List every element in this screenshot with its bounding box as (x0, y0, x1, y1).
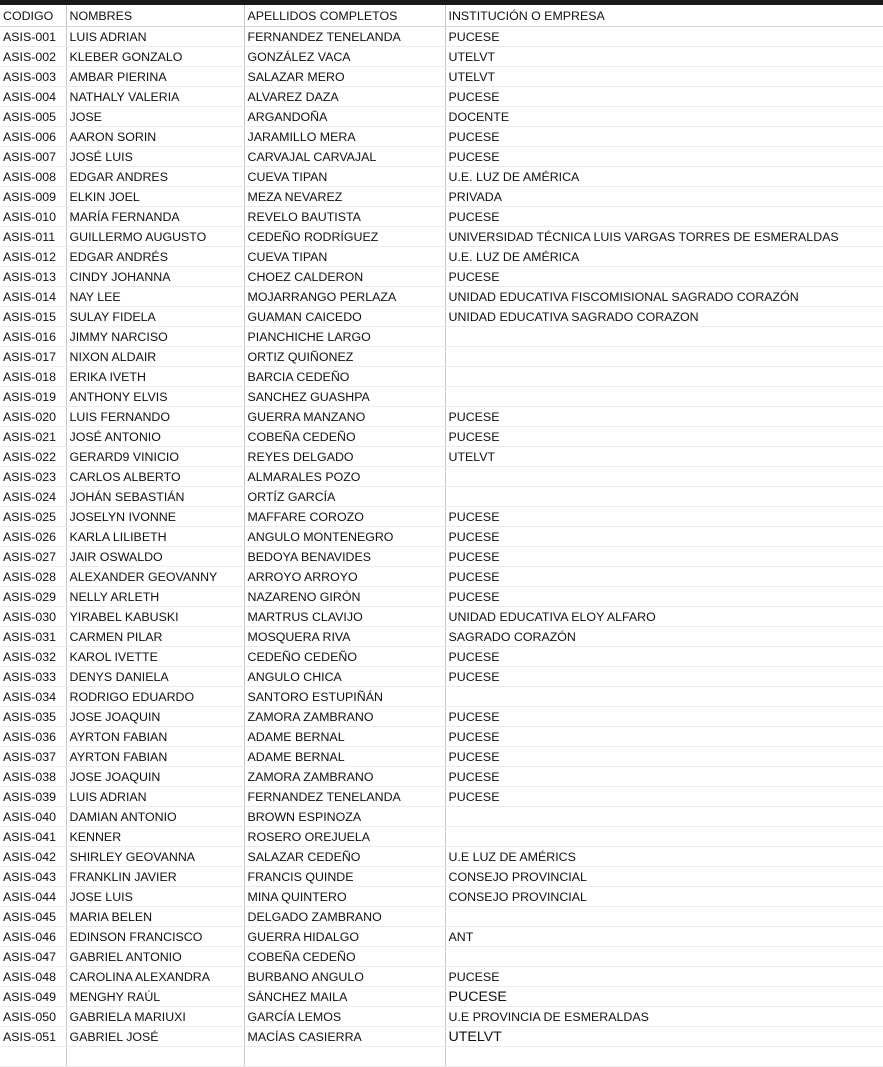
cell-institucion[interactable]: UTELVT (445, 67, 883, 87)
table-row (0, 467, 883, 487)
table-row (0, 567, 883, 587)
cell-institucion[interactable]: PUCESE (445, 647, 883, 667)
cell-codigo[interactable]: ASIS-007 (0, 147, 66, 167)
table-row (0, 67, 883, 87)
cell-apellidos[interactable]: BROWN ESPINOZA (244, 807, 445, 827)
cell-apellidos[interactable]: ANGULO MONTENEGRO (244, 527, 445, 547)
cell-institucion[interactable] (445, 367, 883, 387)
cell-institucion[interactable] (445, 827, 883, 847)
cell-codigo[interactable]: ASIS-032 (0, 647, 66, 667)
cell-apellidos[interactable]: ORTIZ QUIÑONEZ (244, 347, 445, 367)
cell-apellidos[interactable]: SANCHEZ GUASHPA (244, 387, 445, 407)
table-row (0, 427, 883, 447)
cell-nombres[interactable]: MARÍA FERNANDA (66, 207, 244, 227)
cell-codigo[interactable]: ASIS-030 (0, 607, 66, 627)
cell-nombres[interactable]: JOHÁN SEBASTIÁN (66, 487, 244, 507)
table-row (0, 847, 883, 867)
cell-apellidos[interactable]: SALAZAR CEDEÑO (244, 847, 445, 867)
cell-institucion[interactable]: DOCENTE (445, 107, 883, 127)
table-row (0, 547, 883, 567)
cell-nombres[interactable]: LUIS ADRIAN (66, 787, 244, 807)
table-row (0, 887, 883, 907)
cell-institucion[interactable]: UNIDAD EDUCATIVA SAGRADO CORAZON (445, 307, 883, 327)
cell-institucion[interactable]: PUCESE (445, 727, 883, 747)
cell-apellidos[interactable]: FERNANDEZ TENELANDA (244, 27, 445, 47)
cell-institucion[interactable] (445, 327, 883, 347)
cell-nombres[interactable]: CAROLINA ALEXANDRA (66, 967, 244, 987)
cell-nombres[interactable]: JOSÉ LUIS (66, 147, 244, 167)
cell-apellidos[interactable]: GUAMAN CAICEDO (244, 307, 445, 327)
cell-apellidos[interactable]: GARCÍA LEMOS (244, 1007, 445, 1027)
cell-codigo[interactable]: ASIS-019 (0, 387, 66, 407)
cell-institucion[interactable]: PUCESE (445, 267, 883, 287)
cell-institucion[interactable]: U.E. LUZ DE AMÉRICA (445, 167, 883, 187)
empty-cell[interactable] (66, 1047, 244, 1067)
cell-codigo[interactable]: ASIS-018 (0, 367, 66, 387)
cell-institucion[interactable] (445, 807, 883, 827)
cell-nombres[interactable]: EDINSON FRANCISCO (66, 927, 244, 947)
cell-institucion[interactable]: U.E. LUZ DE AMÉRICA (445, 247, 883, 267)
cell-institucion[interactable]: ANT (445, 927, 883, 947)
cell-nombres[interactable]: NATHALY VALERIA (66, 87, 244, 107)
table-row (0, 907, 883, 927)
table-row (0, 327, 883, 347)
table-row (0, 187, 883, 207)
cell-nombres[interactable]: KARLA LILIBETH (66, 527, 244, 547)
cell-institucion[interactable]: PUCESE (445, 507, 883, 527)
cell-apellidos[interactable]: MOJARRANGO PERLAZA (244, 287, 445, 307)
cell-institucion[interactable]: PUCESE (445, 967, 883, 987)
cell-apellidos[interactable]: ALVAREZ DAZA (244, 87, 445, 107)
cell-institucion[interactable]: PUCESE (445, 127, 883, 147)
table-row (0, 447, 883, 467)
cell-nombres[interactable]: CINDY JOHANNA (66, 267, 244, 287)
table-row (0, 487, 883, 507)
cell-codigo[interactable]: ASIS-028 (0, 567, 66, 587)
cell-codigo[interactable]: ASIS-011 (0, 227, 66, 247)
table-row (0, 987, 883, 1007)
cell-apellidos[interactable]: CUEVA TIPAN (244, 247, 445, 267)
cell-codigo[interactable]: ASIS-029 (0, 587, 66, 607)
table-row (0, 347, 883, 367)
table-row (0, 227, 883, 247)
cell-codigo[interactable]: ASIS-003 (0, 67, 66, 87)
cell-institucion[interactable]: PUCESE (445, 427, 883, 447)
cell-institucion[interactable]: UNIVERSIDAD TÉCNICA LUIS VARGAS TORRES DE ESMERALDAS (445, 227, 883, 247)
cell-nombres[interactable]: NAY LEE (66, 287, 244, 307)
cell-apellidos[interactable]: ADAME BERNAL (244, 747, 445, 767)
cell-apellidos[interactable]: JARAMILLO MERA (244, 127, 445, 147)
cell-apellidos[interactable]: CEDEÑO CEDEÑO (244, 647, 445, 667)
table-row (0, 727, 883, 747)
cell-apellidos[interactable]: REYES DELGADO (244, 447, 445, 467)
cell-institucion[interactable]: UTELVT (445, 47, 883, 67)
table-row (0, 867, 883, 887)
cell-apellidos[interactable]: ADAME BERNAL (244, 727, 445, 747)
cell-nombres[interactable]: AYRTON FABIAN (66, 747, 244, 767)
table-row (0, 667, 883, 687)
cell-apellidos[interactable]: MEZA NEVAREZ (244, 187, 445, 207)
header-nombres[interactable]: NOMBRES (66, 5, 244, 27)
cell-apellidos[interactable]: GUERRA HIDALGO (244, 927, 445, 947)
table-row (0, 407, 883, 427)
cell-nombres[interactable]: LUIS FERNANDO (66, 407, 244, 427)
cell-apellidos[interactable]: ALMARALES POZO (244, 467, 445, 487)
cell-nombres[interactable]: DENYS DANIELA (66, 667, 244, 687)
cell-nombres[interactable]: GABRIEL ANTONIO (66, 947, 244, 967)
table-row (0, 807, 883, 827)
cell-codigo[interactable]: ASIS-044 (0, 887, 66, 907)
table-row (0, 787, 883, 807)
cell-institucion[interactable] (445, 467, 883, 487)
cell-codigo[interactable]: ASIS-001 (0, 27, 66, 47)
cell-codigo[interactable]: ASIS-046 (0, 927, 66, 947)
cell-codigo[interactable]: ASIS-024 (0, 487, 66, 507)
cell-codigo[interactable]: ASIS-036 (0, 727, 66, 747)
cell-codigo[interactable]: ASIS-020 (0, 407, 66, 427)
cell-codigo[interactable]: ASIS-050 (0, 1007, 66, 1027)
table-row (0, 1007, 883, 1027)
cell-institucion[interactable]: CONSEJO PROVINCIAL (445, 887, 883, 907)
cell-nombres[interactable]: YIRABEL KABUSKI (66, 607, 244, 627)
cell-institucion[interactable]: PUCESE (445, 207, 883, 227)
cell-nombres[interactable]: ALEXANDER GEOVANNY (66, 567, 244, 587)
table-row (0, 367, 883, 387)
cell-nombres[interactable]: JOSE JOAQUIN (66, 707, 244, 727)
cell-institucion[interactable]: SAGRADO CORAZÓN (445, 627, 883, 647)
cell-institucion[interactable] (445, 947, 883, 967)
empty-row (0, 1047, 883, 1067)
cell-apellidos[interactable]: REVELO BAUTISTA (244, 207, 445, 227)
cell-nombres[interactable]: JOSE (66, 107, 244, 127)
cell-apellidos[interactable]: CHOEZ CALDERON (244, 267, 445, 287)
cell-codigo[interactable]: ASIS-038 (0, 767, 66, 787)
cell-apellidos[interactable]: PIANCHICHE LARGO (244, 327, 445, 347)
cell-institucion[interactable]: U.E LUZ DE AMÉRICS (445, 847, 883, 867)
cell-apellidos[interactable]: BEDOYA BENAVIDES (244, 547, 445, 567)
cell-apellidos[interactable]: FRANCIS QUINDE (244, 867, 445, 887)
table-row (0, 387, 883, 407)
table-row (0, 647, 883, 667)
cell-codigo[interactable]: ASIS-031 (0, 627, 66, 647)
cell-apellidos[interactable]: ANGULO CHICA (244, 667, 445, 687)
cell-institucion[interactable]: UNIDAD EDUCATIVA ELOY ALFARO (445, 607, 883, 627)
table-row (0, 747, 883, 767)
cell-institucion[interactable]: PUCESE (445, 667, 883, 687)
cell-institucion[interactable] (445, 347, 883, 367)
cell-apellidos[interactable]: SALAZAR MERO (244, 67, 445, 87)
cell-apellidos[interactable]: DELGADO ZAMBRANO (244, 907, 445, 927)
cell-apellidos[interactable]: BARCIA CEDEÑO (244, 367, 445, 387)
table-row (0, 47, 883, 67)
table-row (0, 167, 883, 187)
cell-codigo[interactable]: ASIS-009 (0, 187, 66, 207)
cell-apellidos[interactable]: ZAMORA ZAMBRANO (244, 707, 445, 727)
cell-institucion[interactable]: PUCESE (445, 87, 883, 107)
table-row (0, 27, 883, 47)
cell-apellidos[interactable]: COBEÑA CEDEÑO (244, 427, 445, 447)
cell-nombres[interactable]: MARIA BELEN (66, 907, 244, 927)
cell-nombres[interactable]: GERARD9 VINICIO (66, 447, 244, 467)
cell-apellidos[interactable]: MARTRUS CLAVIJO (244, 607, 445, 627)
cell-codigo[interactable]: ASIS-002 (0, 47, 66, 67)
cell-codigo[interactable]: ASIS-048 (0, 967, 66, 987)
cell-nombres[interactable]: RODRIGO EDUARDO (66, 687, 244, 707)
cell-codigo[interactable]: ASIS-005 (0, 107, 66, 127)
table-row (0, 527, 883, 547)
table-row (0, 147, 883, 167)
attendee-table (0, 5, 883, 1067)
table-row (0, 307, 883, 327)
cell-codigo[interactable]: ASIS-047 (0, 947, 66, 967)
cell-nombres[interactable]: CARMEN PILAR (66, 627, 244, 647)
table-row (0, 607, 883, 627)
header-institucion[interactable]: INSTITUCIÓN O EMPRESA (445, 5, 883, 27)
header-apellidos[interactable]: APELLIDOS COMPLETOS (244, 5, 445, 27)
cell-codigo[interactable]: ASIS-021 (0, 427, 66, 447)
cell-codigo[interactable]: ASIS-041 (0, 827, 66, 847)
cell-codigo[interactable]: ASIS-016 (0, 327, 66, 347)
cell-codigo[interactable]: ASIS-012 (0, 247, 66, 267)
cell-institucion[interactable]: PUCESE (445, 767, 883, 787)
cell-nombres[interactable]: KAROL IVETTE (66, 647, 244, 667)
cell-nombres[interactable]: MENGHY RAÚL (66, 987, 244, 1007)
cell-institucion[interactable]: PUCESE (445, 587, 883, 607)
cell-apellidos[interactable]: ARROYO ARROYO (244, 567, 445, 587)
cell-apellidos[interactable]: MOSQUERA RIVA (244, 627, 445, 647)
cell-apellidos[interactable]: ARGANDOÑA (244, 107, 445, 127)
cell-nombres[interactable]: NELLY ARLETH (66, 587, 244, 607)
cell-apellidos[interactable]: GONZÁLEZ VACA (244, 47, 445, 67)
cell-institucion[interactable]: PUCESE (445, 707, 883, 727)
cell-nombres[interactable]: JAIR OSWALDO (66, 547, 244, 567)
cell-nombres[interactable]: ERIKA IVETH (66, 367, 244, 387)
cell-nombres[interactable]: AMBAR PIERINA (66, 67, 244, 87)
cell-institucion[interactable]: PUCESE (445, 147, 883, 167)
cell-institucion[interactable]: PUCESE (445, 527, 883, 547)
cell-nombres[interactable]: JOSE LUIS (66, 887, 244, 907)
empty-cell[interactable] (0, 1047, 66, 1067)
table-row (0, 507, 883, 527)
cell-codigo[interactable]: ASIS-026 (0, 527, 66, 547)
cell-nombres[interactable]: FRANKLIN JAVIER (66, 867, 244, 887)
cell-institucion[interactable]: PUCESE (445, 747, 883, 767)
empty-cell[interactable] (445, 1047, 883, 1067)
cell-apellidos[interactable]: BURBANO ANGULO (244, 967, 445, 987)
cell-apellidos[interactable]: ZAMORA ZAMBRANO (244, 767, 445, 787)
cell-institucion[interactable]: PUCESE (445, 407, 883, 427)
cell-nombres[interactable]: EDGAR ANDRÉS (66, 247, 244, 267)
cell-nombres[interactable]: AYRTON FABIAN (66, 727, 244, 747)
cell-codigo[interactable]: ASIS-027 (0, 547, 66, 567)
cell-codigo[interactable]: ASIS-015 (0, 307, 66, 327)
table-row (0, 287, 883, 307)
table-row (0, 207, 883, 227)
table-row (0, 687, 883, 707)
cell-nombres[interactable]: JIMMY NARCISO (66, 327, 244, 347)
table-row (0, 767, 883, 787)
cell-institucion[interactable]: PRIVADA (445, 187, 883, 207)
cell-codigo[interactable]: ASIS-051 (0, 1027, 66, 1047)
cell-codigo[interactable]: ASIS-033 (0, 667, 66, 687)
cell-nombres[interactable]: SHIRLEY GEOVANNA (66, 847, 244, 867)
cell-codigo[interactable]: ASIS-010 (0, 207, 66, 227)
cell-nombres[interactable]: AARON SORIN (66, 127, 244, 147)
cell-nombres[interactable]: DAMIAN ANTONIO (66, 807, 244, 827)
cell-apellidos[interactable]: CARVAJAL CARVAJAL (244, 147, 445, 167)
cell-codigo[interactable]: ASIS-039 (0, 787, 66, 807)
table-row (0, 927, 883, 947)
table-row (0, 247, 883, 267)
cell-nombres[interactable]: EDGAR ANDRES (66, 167, 244, 187)
cell-nombres[interactable]: SULAY FIDELA (66, 307, 244, 327)
cell-codigo[interactable]: ASIS-004 (0, 87, 66, 107)
cell-institucion[interactable]: PUCESE (445, 547, 883, 567)
cell-institucion[interactable] (445, 487, 883, 507)
table-body (0, 27, 883, 1067)
cell-nombres[interactable]: ELKIN JOEL (66, 187, 244, 207)
cell-codigo[interactable]: ASIS-037 (0, 747, 66, 767)
cell-codigo[interactable]: ASIS-023 (0, 467, 66, 487)
cell-codigo[interactable]: ASIS-040 (0, 807, 66, 827)
cell-codigo[interactable]: ASIS-049 (0, 987, 66, 1007)
table-row (0, 587, 883, 607)
cell-nombres[interactable]: LUIS ADRIAN (66, 27, 244, 47)
cell-institucion[interactable]: UNIDAD EDUCATIVA FISCOMISIONAL SAGRADO CORAZÓN (445, 287, 883, 307)
cell-codigo[interactable]: ASIS-042 (0, 847, 66, 867)
cell-apellidos[interactable]: MINA QUINTERO (244, 887, 445, 907)
cell-nombres[interactable]: GABRIEL JOSÉ (66, 1027, 244, 1047)
cell-nombres[interactable]: JOSE JOAQUIN (66, 767, 244, 787)
cell-codigo[interactable]: ASIS-008 (0, 167, 66, 187)
table-row (0, 627, 883, 647)
table-row (0, 267, 883, 287)
cell-institucion[interactable]: UTELVT (445, 1027, 883, 1047)
cell-apellidos[interactable]: ORTÍZ GARCÍA (244, 487, 445, 507)
cell-institucion[interactable]: U.E PROVINCIA DE ESMERALDAS (445, 1007, 883, 1027)
cell-institucion[interactable]: CONSEJO PROVINCIAL (445, 867, 883, 887)
table-row (0, 107, 883, 127)
cell-codigo[interactable]: ASIS-006 (0, 127, 66, 147)
cell-nombres[interactable]: JOSELYN IVONNE (66, 507, 244, 527)
cell-codigo[interactable]: ASIS-013 (0, 267, 66, 287)
header-row (0, 5, 883, 27)
cell-nombres[interactable]: ANTHONY ELVIS (66, 387, 244, 407)
cell-nombres[interactable]: NIXON ALDAIR (66, 347, 244, 367)
cell-codigo[interactable]: ASIS-034 (0, 687, 66, 707)
cell-apellidos[interactable]: SANTORO ESTUPIÑÁN (244, 687, 445, 707)
cell-apellidos[interactable]: FERNANDEZ TENELANDA (244, 787, 445, 807)
table-row (0, 127, 883, 147)
table-row (0, 707, 883, 727)
empty-cell[interactable] (244, 1047, 445, 1067)
cell-institucion[interactable]: PUCESE (445, 987, 883, 1007)
cell-institucion[interactable]: PUCESE (445, 27, 883, 47)
cell-apellidos[interactable]: CUEVA TIPAN (244, 167, 445, 187)
table-row (0, 947, 883, 967)
cell-nombres[interactable]: CARLOS ALBERTO (66, 467, 244, 487)
cell-nombres[interactable]: GUILLERMO AUGUSTO (66, 227, 244, 247)
cell-apellidos[interactable]: ROSERO OREJUELA (244, 827, 445, 847)
cell-institucion[interactable]: PUCESE (445, 567, 883, 587)
cell-codigo[interactable]: ASIS-043 (0, 867, 66, 887)
cell-nombres[interactable]: JOSÉ ANTONIO (66, 427, 244, 447)
cell-codigo[interactable]: ASIS-017 (0, 347, 66, 367)
cell-codigo[interactable]: ASIS-014 (0, 287, 66, 307)
cell-codigo[interactable]: ASIS-025 (0, 507, 66, 527)
cell-nombres[interactable]: GABRIELA MARIUXI (66, 1007, 244, 1027)
cell-apellidos[interactable]: GUERRA MANZANO (244, 407, 445, 427)
cell-institucion[interactable] (445, 687, 883, 707)
cell-codigo[interactable]: ASIS-035 (0, 707, 66, 727)
cell-institucion[interactable] (445, 387, 883, 407)
cell-nombres[interactable]: KLEBER GONZALO (66, 47, 244, 67)
cell-codigo[interactable]: ASIS-045 (0, 907, 66, 927)
cell-codigo[interactable]: ASIS-022 (0, 447, 66, 467)
table-row (0, 827, 883, 847)
cell-apellidos[interactable]: NAZARENO GIRÓN (244, 587, 445, 607)
cell-apellidos[interactable]: CEDEÑO RODRÍGUEZ (244, 227, 445, 247)
cell-institucion[interactable]: UTELVT (445, 447, 883, 467)
cell-nombres[interactable]: KENNER (66, 827, 244, 847)
cell-apellidos[interactable]: MACÍAS CASIERRA (244, 1027, 445, 1047)
header-codigo[interactable]: CODIGO (0, 5, 66, 27)
table-row (0, 967, 883, 987)
cell-institucion[interactable]: PUCESE (445, 787, 883, 807)
cell-apellidos[interactable]: MAFFARE COROZO (244, 507, 445, 527)
cell-apellidos[interactable]: SÁNCHEZ MAILA (244, 987, 445, 1007)
cell-apellidos[interactable]: COBEÑA CEDEÑO (244, 947, 445, 967)
table-row (0, 87, 883, 107)
cell-institucion[interactable] (445, 907, 883, 927)
